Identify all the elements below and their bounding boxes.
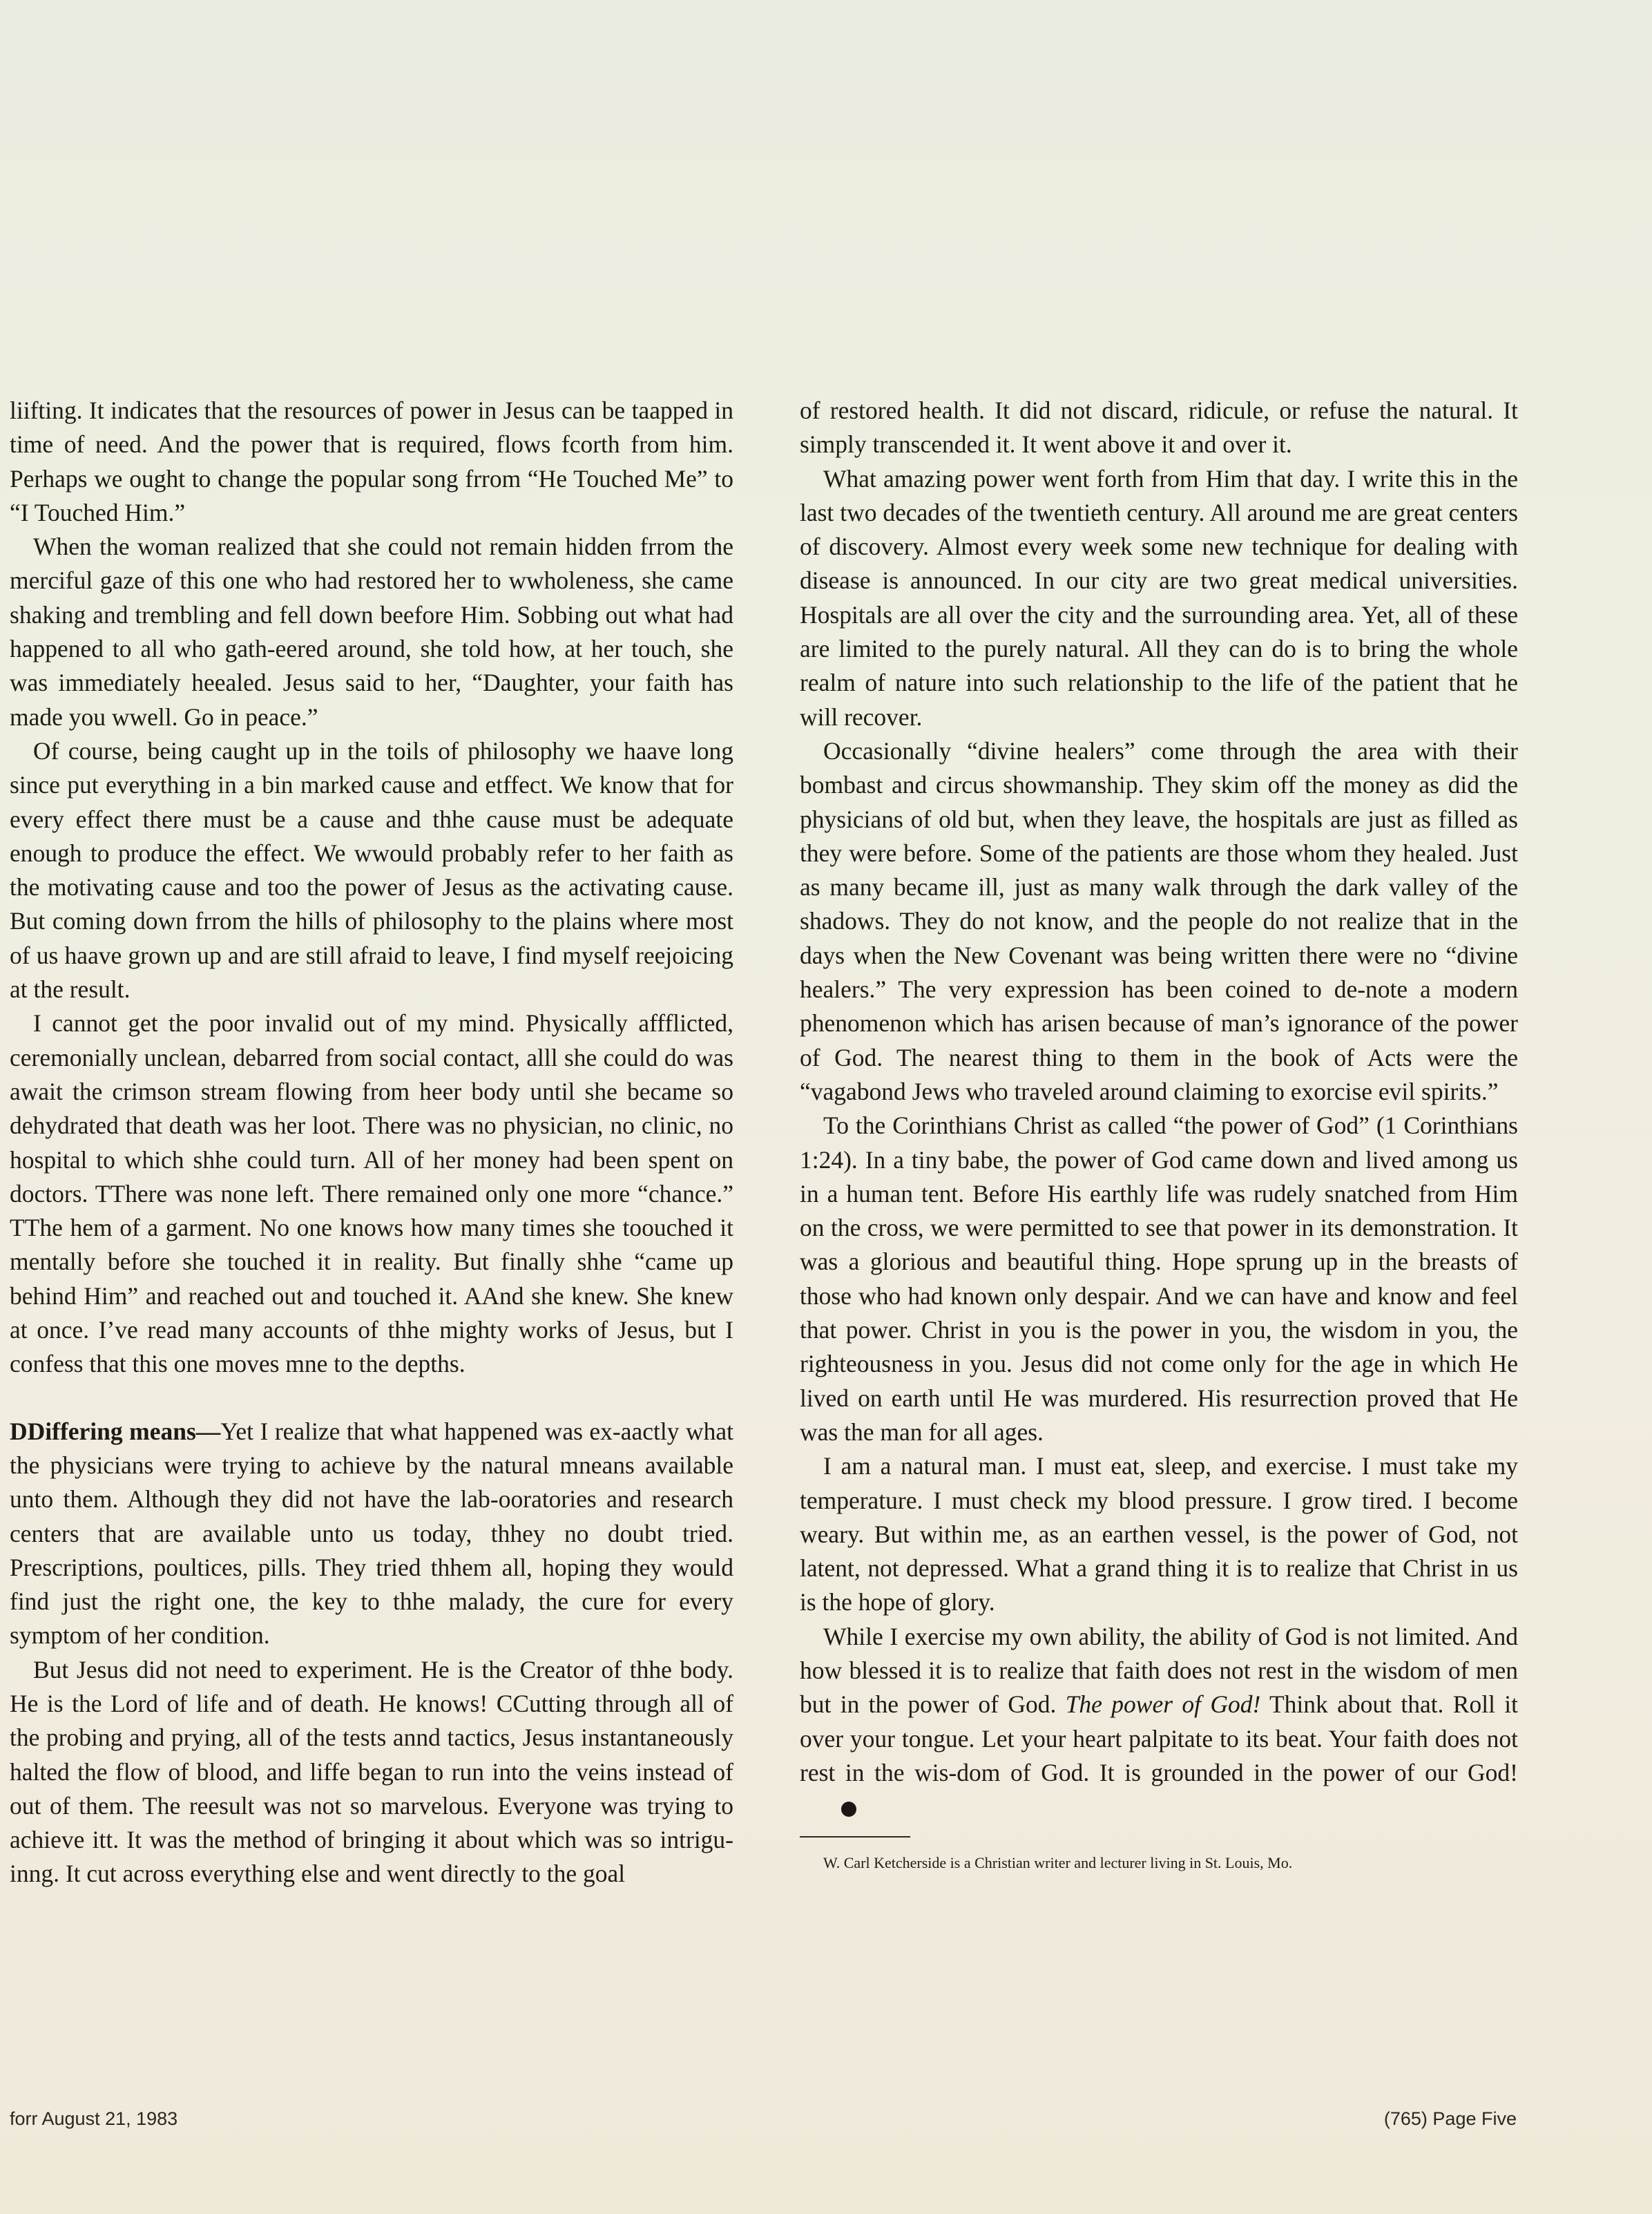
article-paragraph-continued: of restored health. It did not discard, ridicule, or refuse the natural. It simply transcended it. It went above it and over it. — [800, 397, 1518, 459]
article-paragraph: Of course, being caught up in the toils of philosophy we haave long since put everything in a bin marked cause and etffect. We know that for every effect there must be a cause and thhe cause must be adequate enough to produce the effect. We wwould probably refer to her faith as the motivating cause and too the power of Jesus as the activating cause. But coming down frrom the hills of philosophy to the plains where most of us haave grown up and are still afraid to leave, I find myself reejoicing at the result. — [10, 736, 733, 1004]
footnote-rule — [800, 1836, 910, 1838]
final-text-italic: The power of God! — [1065, 1690, 1261, 1719]
final-text-end: Think about that. Roll it over your tongue. Let your heart palpitate to its beat. Your faith does not rest in the wis-dom of God. It is grounded in the power of our God! — [800, 1690, 1518, 1786]
footer-date: forr August 21, 1983 — [10, 2108, 178, 2129]
article-final-paragraph — [800, 1620, 1518, 1824]
article-paragraph: To the Corinthians Christ as called “the power of God” (1 Corinthians 1:24). In a tiny babe, the power of God came down and lived among us in a human tent. Before His earthly life was rudely snatched from Him on the cross, we were permitted to see that power in its demonstration. It was a glorious and beautiful thing. Hope sprung up in the breasts of those who had known only despair. And we can have and know and feel that power. Christ in you is the power in you, the wisdom in you, the righteousness in you. Jesus did not come only for the age in which He lived on earth until He was murdered. His resurrection proved that He was the man for all ages. — [800, 1111, 1518, 1446]
author-bio: W. Carl Ketcherside is a Christian writer and lecturer living in St. Louis, Mo. — [823, 1854, 1293, 1872]
section-paragraph — [10, 1415, 733, 1653]
article-paragraph: But Jesus did not need to experiment. He is the Creator of thhe body. He is the Lord of life and of death. He knows! CCutting through all of the probing and prying, all of the tests annd tactics, Jesus instantaneously halted the flow of blood, and liffe began to run into the veins instead of out of them. The reesult was not so marvelous. Everyone was trying to achieve itt. It was the method of bringing it about which was so intrigu-inng. It cut across everything else and went directly to the goal — [10, 1655, 733, 1888]
article-paragraph: Occasionally “divine healers” come through the area with their bombast and circus showmanship. They skim off the money as did the physicians of old but, when they leave, the hospitals are just as filled as they were before. Some of the patients are those whom they healed. Just as many became ill, just as many walk through the dark valley of the shadows. They do not know, and the people do not realize that in the days when the New Covenant was being written there were no “divine healers.” The very expression has been coined to de-note a modern phenomenon which has arisen because of man’s ignorance of the power of God. The nearest thing to them in the book of Acts were the “vagabond Jews who traveled around claiming to exorcise evil spirits.” — [800, 736, 1518, 1105]
footer-page-number: (765) Page Five — [1383, 2108, 1517, 2129]
article-paragraph: When the woman realized that she could not remain hidden frrom the merciful gaze of this one who had restored her to wwholeness, she came shaking and trembling and fell down beefore Him. Sobbing out what had happened to all who gath-eered around, she told how, at her touch, she was immediately heealed. Jesus said to her, “Daughter, your faith has made you wwell. Go in peace.” — [10, 533, 733, 731]
article-paragraph: liifting. It indicates that the resources of power in Jesus can be taapped in time of need. And the power that is required, flows fcorth from him. Perhaps we ought to change the popular song frrom “He Touched Me” to “I Touched Him.” — [10, 397, 733, 526]
right-column — [800, 394, 1518, 1873]
article-paragraph: What amazing power went forth from Him that day. I write this in the last two decades of the twentieth century. All around me are great centers of discovery. Almost every week some new technique for dealing with disease is announced. In our city are two great medical universities. Hospitals are all over the city and the surrounding area. Yet, all of these are limited to the purely natural. All they can do is to bring the whole realm of nature into such relationship to the life of the patient that he will recover. — [800, 464, 1518, 731]
article-paragraph: I cannot get the poor invalid out of my mind. Physically affflicted, ceremonially unclean, debarred from social contact, alll she could do was await the crimson stream flowing from heer body until she became so dehydrated that death was her loot. There was no physician, no clinic, no hospital to which shhe could turn. All of her money had been spent on doctors. TThere was none left. There remained only one more “chance.” TThe hem of a garment. No one knows how many times she toouched it mentally before she touched it in reality. But finally shhe “came up behind Him” and reached out and touched it. AAnd she knew. She knew at once. I’ve read many accounts of thhe mighty works of Jesus, but I confess that this one moves mne to the depths. — [10, 1009, 733, 1378]
section-heading: DDiffering means— — [10, 1417, 221, 1445]
final-text-start: While I exercise my own ability, the ability of God is not limited. And how blessed it is to realize that faith does not rest in the wisdom of men but in the power of God. — [800, 1622, 1518, 1719]
end-of-article-bullet-icon — [841, 1802, 856, 1817]
article-paragraph: I am a natural man. I must eat, sleep, and exercise. I must take my temperature. I must check my blood pressure. I grow tired. I become weary. But within me, as an earthen vessel, is the power of God, not latent, not depressed. What a grand thing it is to realize that Christ in us is the hope of glory. — [800, 1452, 1518, 1616]
section-text: Yet I realize that what happened was ex-aactly what the physicians were trying to achieve by the natural mneans available unto them. Although they did not have the lab-ooratories and research centers that are available unto us today, thhey no doubt tried. Prescriptions, poultices, pills. They tried thhem all, hoping they would find just the right one, the key to thhe malady, the cure for every symptom of her condition. — [10, 1417, 733, 1650]
left-column — [10, 394, 733, 1891]
